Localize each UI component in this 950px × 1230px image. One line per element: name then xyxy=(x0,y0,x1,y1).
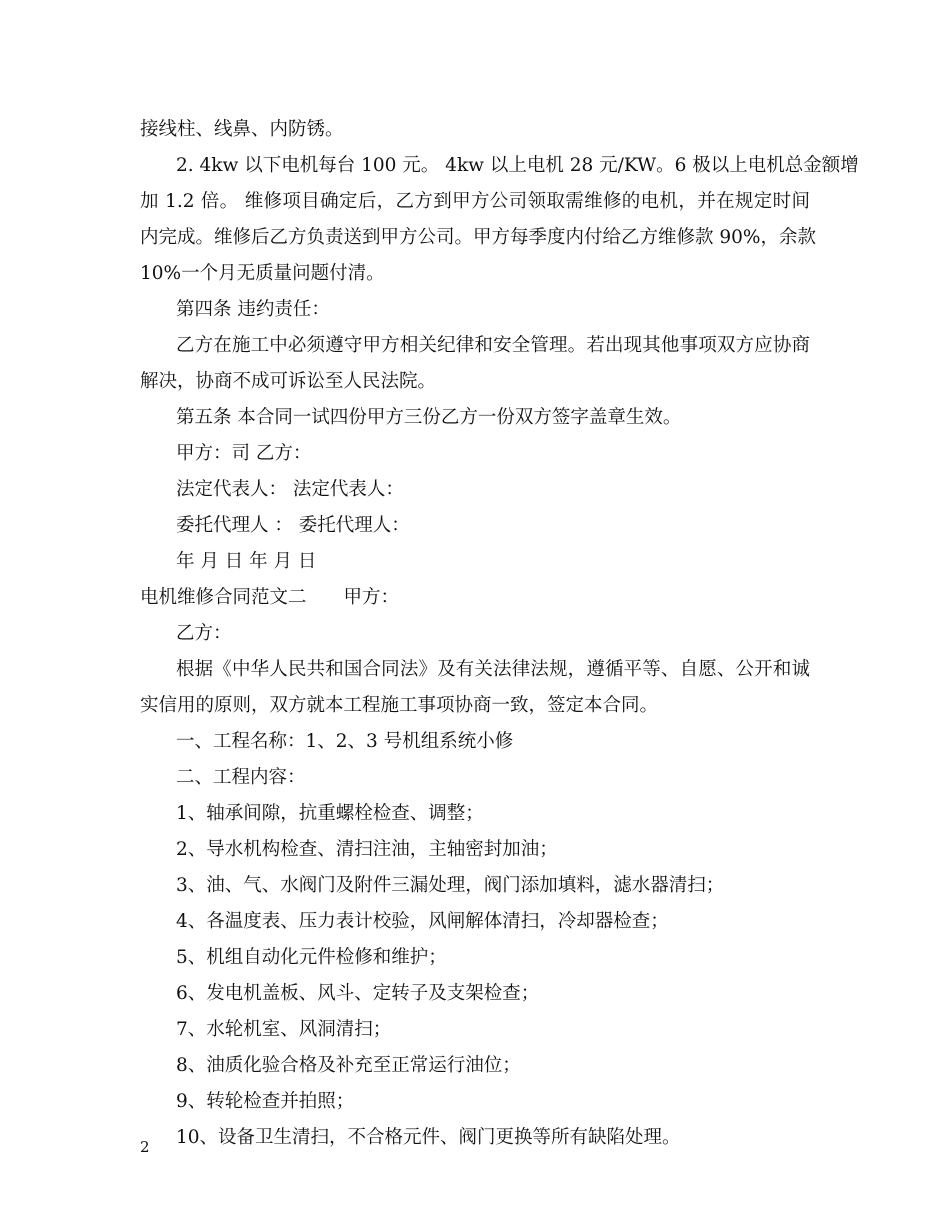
list-item: 7、水轮机室、风洞清扫； xyxy=(176,1019,392,1040)
text-line: 根据《中华人民共和国合同法》及有关法律法规，遵循平等、自愿、公开和诚 xyxy=(176,659,810,680)
list-item: 2、导水机构检查、清扫注油，主轴密封加油； xyxy=(176,839,558,860)
list-item: 一、工程名称：1、2、3 号机组系统小修 xyxy=(176,731,514,752)
list-item: 10、设备卫生清扫，不合格元件、阀门更换等所有缺陷处理。 xyxy=(176,1127,681,1148)
list-item: 二、工程内容： xyxy=(176,767,306,788)
section-heading: 第四条 违约责任： xyxy=(176,299,330,320)
signature-line: 委托代理人 ： 委托代理人： xyxy=(176,515,410,536)
document-title: 电机维修合同范文二 甲方： xyxy=(140,587,400,608)
date-line: 年 月 日 年 月 日 xyxy=(176,551,317,572)
text-line: 10%一个月无质量问题付清。 xyxy=(140,263,385,284)
list-item: 4、各温度表、压力表计校验，风闸解体清扫，冷却器检查； xyxy=(176,911,669,932)
list-item: 3、油、气、水阀门及附件三漏处理，阀门添加填料，滤水器清扫； xyxy=(176,875,725,896)
text-line: 解决，协商不成可诉讼至人民法院。 xyxy=(140,371,437,392)
list-item: 5、机组自动化元件检修和维护； xyxy=(176,947,447,968)
section-heading: 第五条 本合同一试四份甲方三份乙方一份双方签字盖章生效。 xyxy=(176,407,682,428)
list-item: 6、发电机盖板、风斗、定转子及支架检查； xyxy=(176,983,540,1004)
text-line: 内完成。维修后乙方负责送到甲方公司。甲方每季度内付给乙方维修款 90%，余款 xyxy=(140,227,817,248)
list-item: 1、轴承间隙，抗重螺栓检查、调整； xyxy=(176,803,484,824)
text-line: 乙方在施工中必须遵守甲方相关纪律和安全管理。若出现其他事项双方应协商 xyxy=(176,335,810,356)
party-line: 乙方： xyxy=(176,623,232,644)
signature-line: 甲方：司 乙方： xyxy=(176,443,312,464)
list-item: 8、油质化验合格及补充至正常运行油位； xyxy=(176,1055,521,1076)
text-line: 2. 4kw 以下电机每台 100 元。 4kw 以上电机 28 元/KW。6 极以上电机总金额增 xyxy=(176,155,859,176)
list-item: 9、转轮检查并拍照； xyxy=(176,1091,355,1112)
text-line: 实信用的原则，双方就本工程施工事项协商一致，签定本合同。 xyxy=(140,695,659,716)
page-number: 2 xyxy=(140,1138,150,1156)
text-line: 接线柱、线鼻、内防锈。 xyxy=(140,119,344,140)
text-line: 加 1.2 倍。 维修项目确定后，乙方到甲方公司领取需维修的电机，并在规定时间 xyxy=(140,191,810,212)
signature-line: 法定代表人： 法定代表人： xyxy=(176,479,404,500)
